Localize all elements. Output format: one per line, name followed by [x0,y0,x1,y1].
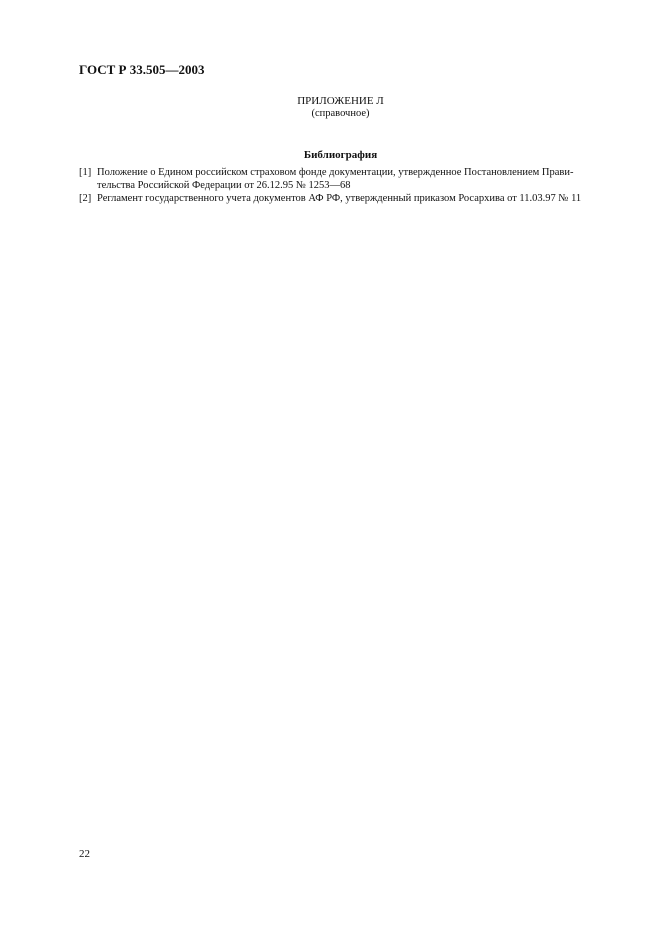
appendix-title: ПРИЛОЖЕНИЕ Л [297,95,384,107]
bibliography-item [79,166,615,192]
item-text-line: Регламент государственного учета документов АФ РФ, утвержденный приказом Росархива от 11.03.97 № 11 [97,193,582,204]
bibliography-list [79,166,615,205]
item-number: [2] [79,193,92,204]
page-number: 22 [79,848,90,860]
document-code: ГОСТ Р 33.505—2003 [79,62,205,77]
appendix-subtitle: (справочное) [311,108,370,119]
item-number: [1] [79,167,92,178]
item-text-line: тельства Российской Федерации от 26.12.95 № 1253—68 [97,180,351,191]
bibliography-heading: Библиография [303,149,378,161]
item-text-line: Положение о Едином российском страховом фонде документации, утвержденное Постановлением Прави- [97,167,574,178]
bibliography-item [79,192,615,205]
